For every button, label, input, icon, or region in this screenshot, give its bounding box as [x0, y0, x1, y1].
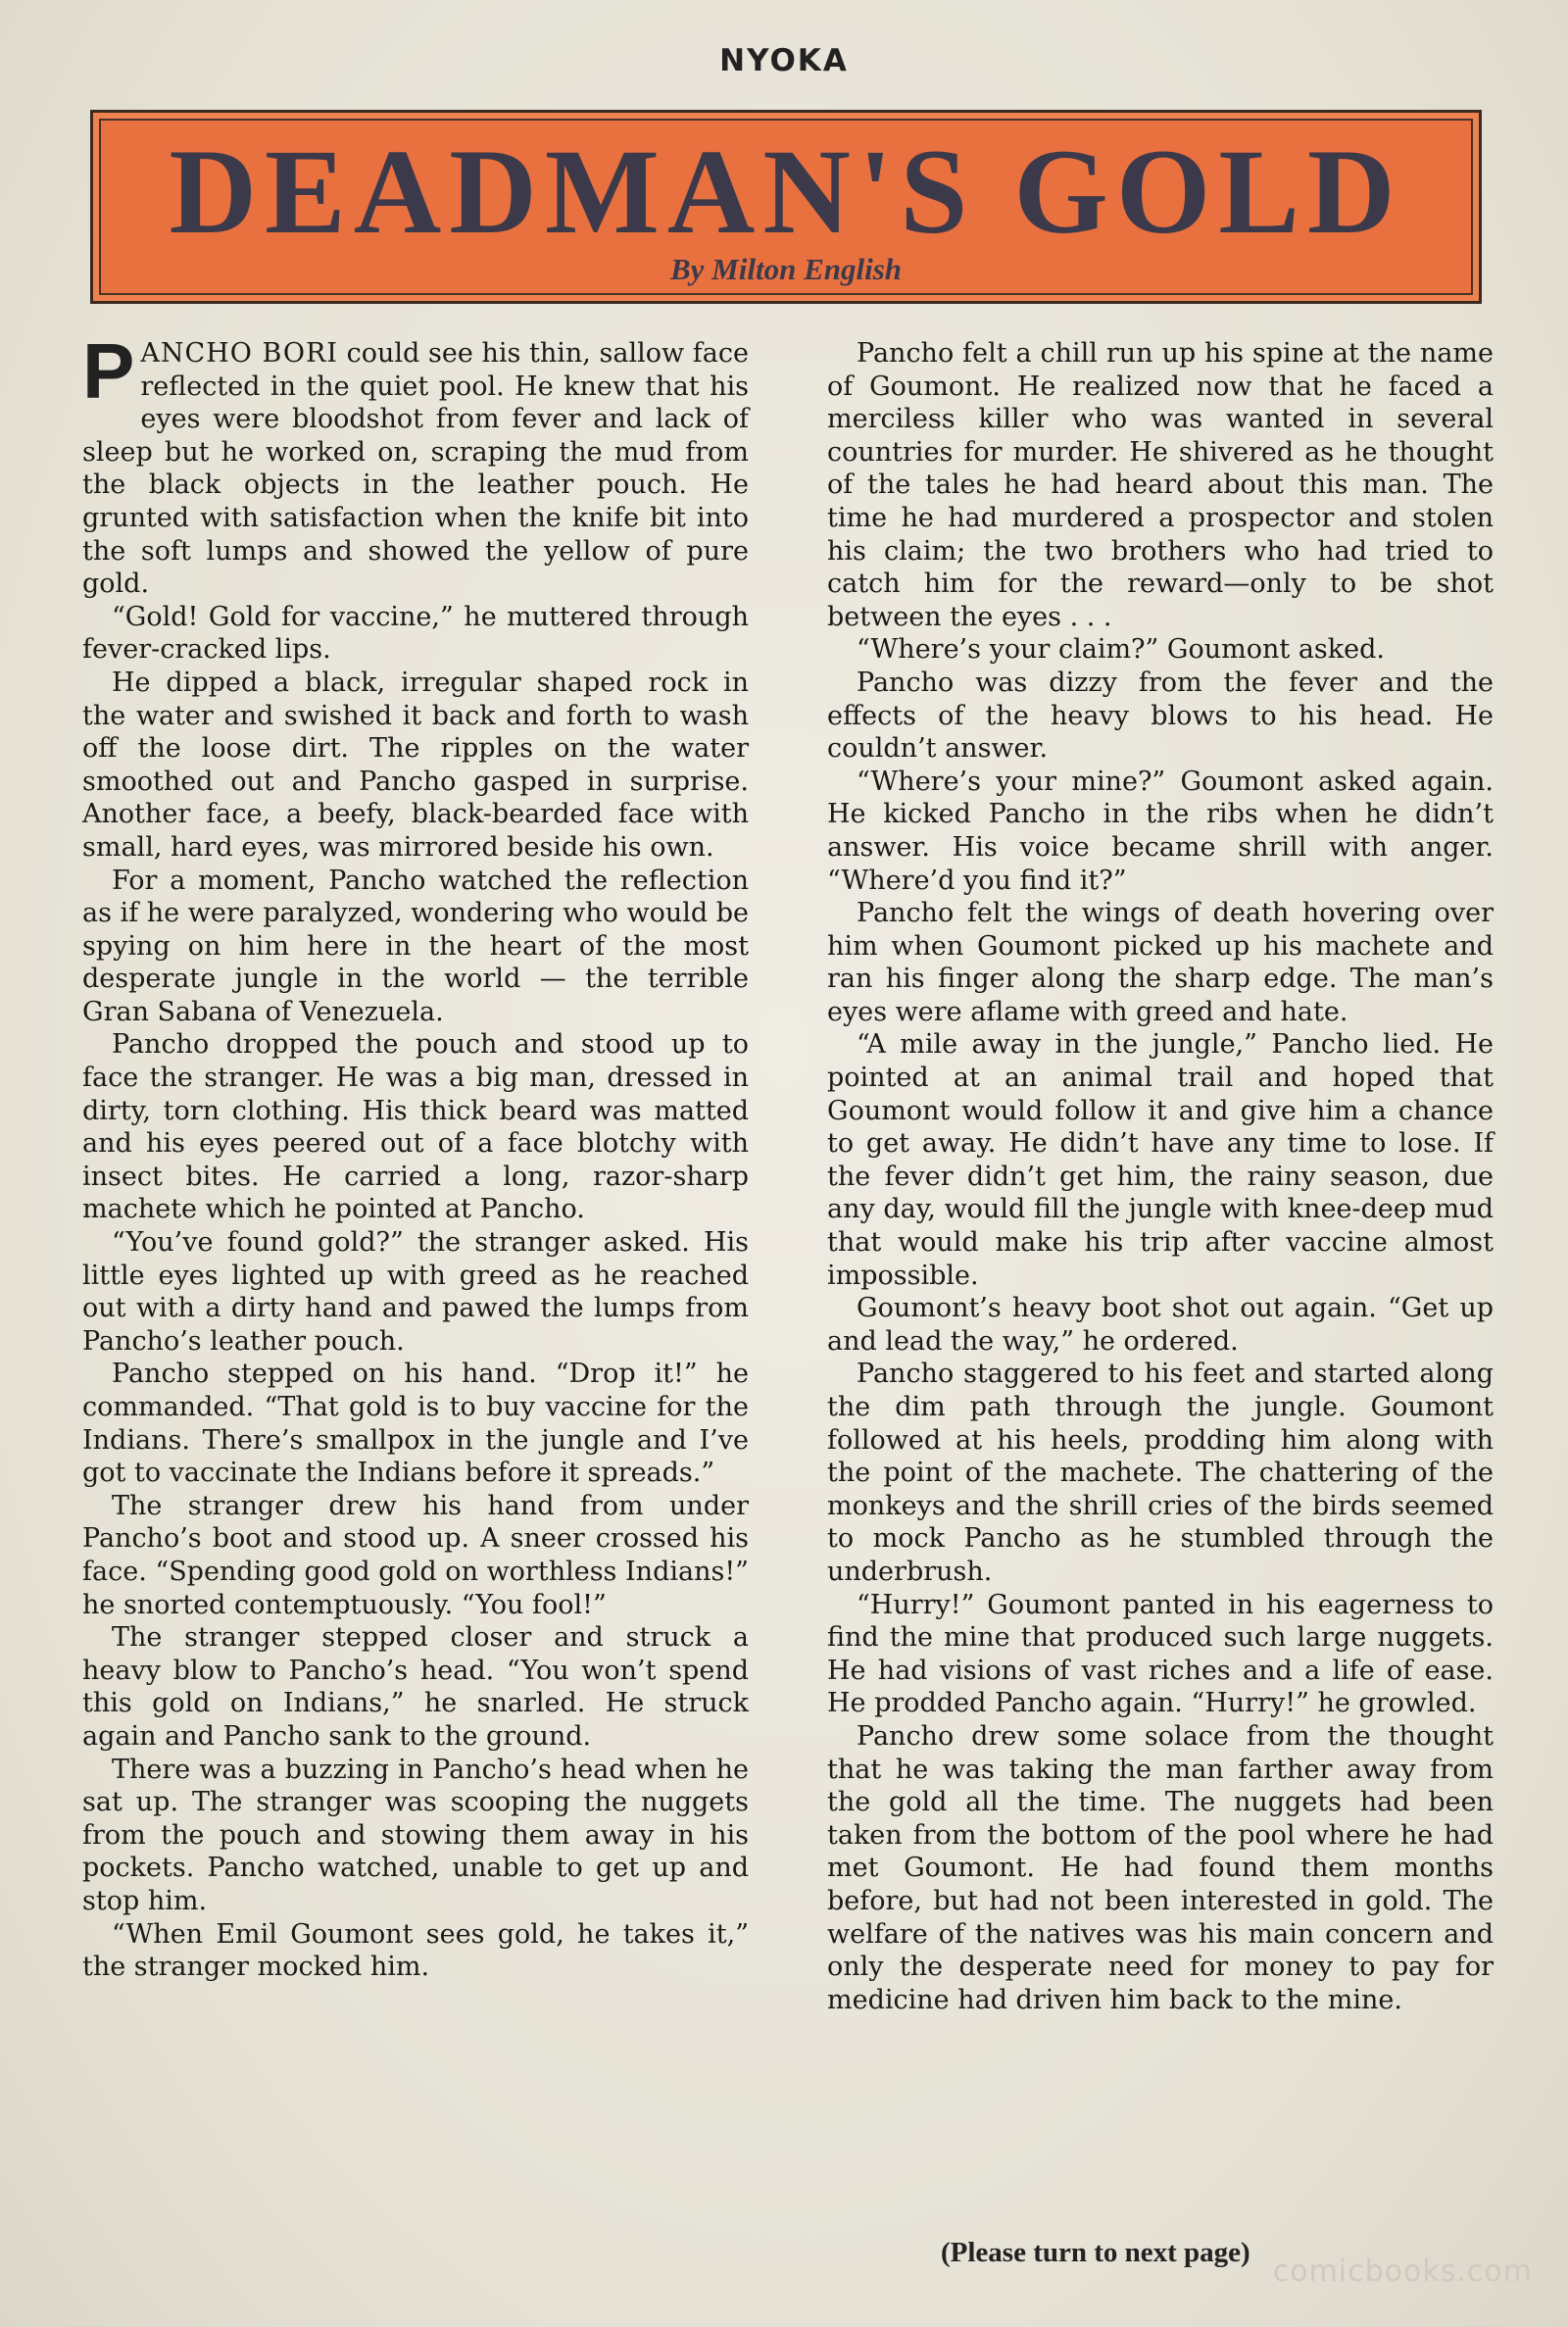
story-paragraph: Pancho dropped the pouch and stood up to face the stranger. He was a big man, dressed in dirty, torn clothing. His thick beard was matted and his eyes peered out of a face blotchy with insect bites. He carried a long, razor-sharp machete which he pointed at Pancho. [82, 1029, 749, 1225]
continued-note: (Please turn to next page) [941, 2237, 1250, 2268]
story-paragraph: There was a buzzing in Pancho’s head when he sat up. The stranger was scooping the nuggets from the pouch and stowing them away in his pockets. Pancho watched, unable to get up and stop him. [82, 1754, 749, 1916]
story-paragraph: Pancho felt the wings of death hovering over him when Goumont picked up his machete and ran his finger along the sharp edge. The man’s eyes were aflame with greed and hate. [827, 898, 1494, 1027]
story-paragraph: “Hurry!” Goumont panted in his eagerness to find the mine that produced such large nuggets. He had visions of vast riches and a life of ease. He prodded Pancho again. “Hurry!” he growled. [827, 1589, 1494, 1719]
story-column-left [82, 327, 749, 2219]
story-paragraph: Goumont’s heavy boot shot out again. “Get up and lead the way,” he ordered. [827, 1293, 1494, 1357]
story-paragraph: He dipped a black, irregular shaped rock in the water and swished it back and forth to wash off the loose dirt. The ripples on the water smoothed out and Pancho gasped in surprise. Another face, a beefy, black-bearded face with small, hard eyes, was mirrored beside his own. [82, 667, 749, 863]
story-paragraph: “When Emil Goumont sees gold, he takes it,” the stranger mocked him. [82, 1918, 749, 1983]
story-paragraph: “You’ve found gold?” the stranger asked. His little eyes lighted up with greed as he reached out with a dirty hand and pawed the lumps from Pancho’s leather pouch. [82, 1227, 749, 1357]
drop-cap: P [82, 327, 135, 415]
story-paragraph: Pancho drew some solace from the thought that he was taking the man farther away from the gold all the time. The nuggets had been taken from the bottom of the pool where he had met Goumont. He had found them months before, but had not been interested in gold. The welfare of the natives was his main concern and only the desperate need for money to pay for medicine had driven him back to the mine. [827, 1720, 1494, 2015]
story-paragraph: “A mile away in the jungle,” Pancho lied. He pointed at an animal trail and hoped that Goumont would follow it and give him a chance to get away. He didn’t have any time to lose. If the fever didn’t get him, the rainy season, due any day, would fill the jungle with knee-deep mud that would make his trip after vaccine almost impossible. [827, 1029, 1494, 1291]
story-paragraph: The stranger stepped closer and struck a heavy blow to Pancho’s head. “You won’t spend this gold on Indians,” he snarled. He struck again and Pancho sank to the ground. [82, 1622, 749, 1752]
story-paragraph: Pancho staggered to his feet and started along the dim path through the jungle. Goumont followed at his heels, prodding him along with the point of the machete. The chattering of the monkeys and the shrill cries of the birds seemed to mock Pancho as he stumbled through the underbrush. [827, 1359, 1494, 1587]
story-title: DEADMAN'S GOLD [169, 124, 1403, 259]
story-paragraph: For a moment, Pancho watched the reflection as if he were paralyzed, wondering who would be spying on him here in the heart of the most desperate jungle in the world — the terrible Gran Sabana of Venezuela. [82, 865, 749, 1027]
story-paragraph: Pancho stepped on his hand. “Drop it!” he commanded. “That gold is to buy vaccine for the Indians. There’s smallpox in the jungle and I’ve got to vaccinate the Indians before it spreads.” [82, 1359, 749, 1489]
story-column-right [827, 337, 1494, 2219]
running-head: NYOKA [719, 43, 849, 78]
watermark: comicbooks.com [1272, 2254, 1533, 2289]
byline: By Milton English [669, 252, 903, 286]
story-paragraph: Pancho felt a chill run up his spine at the name of Goumont. He realized now that he faced a merciless killer who was wanted in several countries for murder. He shivered as he thought of the tales he had heard about this man. The time he had murdered a prospector and stolen his claim; the two brothers who had tried to catch him for the reward—only to be shot between the eyes . . . [827, 338, 1494, 632]
story-paragraph: Pancho was dizzy from the fever and the effects of the heavy blows to his head. He couldn’t answer. [827, 667, 1494, 765]
lead-caps: ANCHO BORI [140, 338, 338, 369]
story-columns [82, 327, 1494, 2219]
story-paragraph: The stranger drew his hand from under Pancho’s boot and stood up. A sneer crossed his face. “Spending good gold on worthless Indians!” he snorted contemptuously. “You fool!” [82, 1490, 749, 1620]
story-paragraph: “Where’s your claim?” Goumont asked. [857, 634, 1385, 666]
story-paragraph [82, 327, 749, 601]
story-paragraph: “Where’s your mine?” Goumont asked again. He kicked Pancho in the ribs when he didn’t answer. His voice became shrill with anger. “Where’d you find it?” [827, 766, 1494, 896]
paragraph-text: could see his thin, sallow face reflected in the quiet pool. He knew that his eyes were bloodshot from fever and lack of sleep but he worked on, scraping the mud from the black objects in the leather pouch. He grunted with satisfaction when the knife bit into the soft lumps and showed the yellow of pure gold. [82, 338, 749, 600]
story-paragraph: “Gold! Gold for vaccine,” he muttered through fever-cracked lips. [82, 601, 749, 666]
title-banner [90, 110, 1482, 304]
